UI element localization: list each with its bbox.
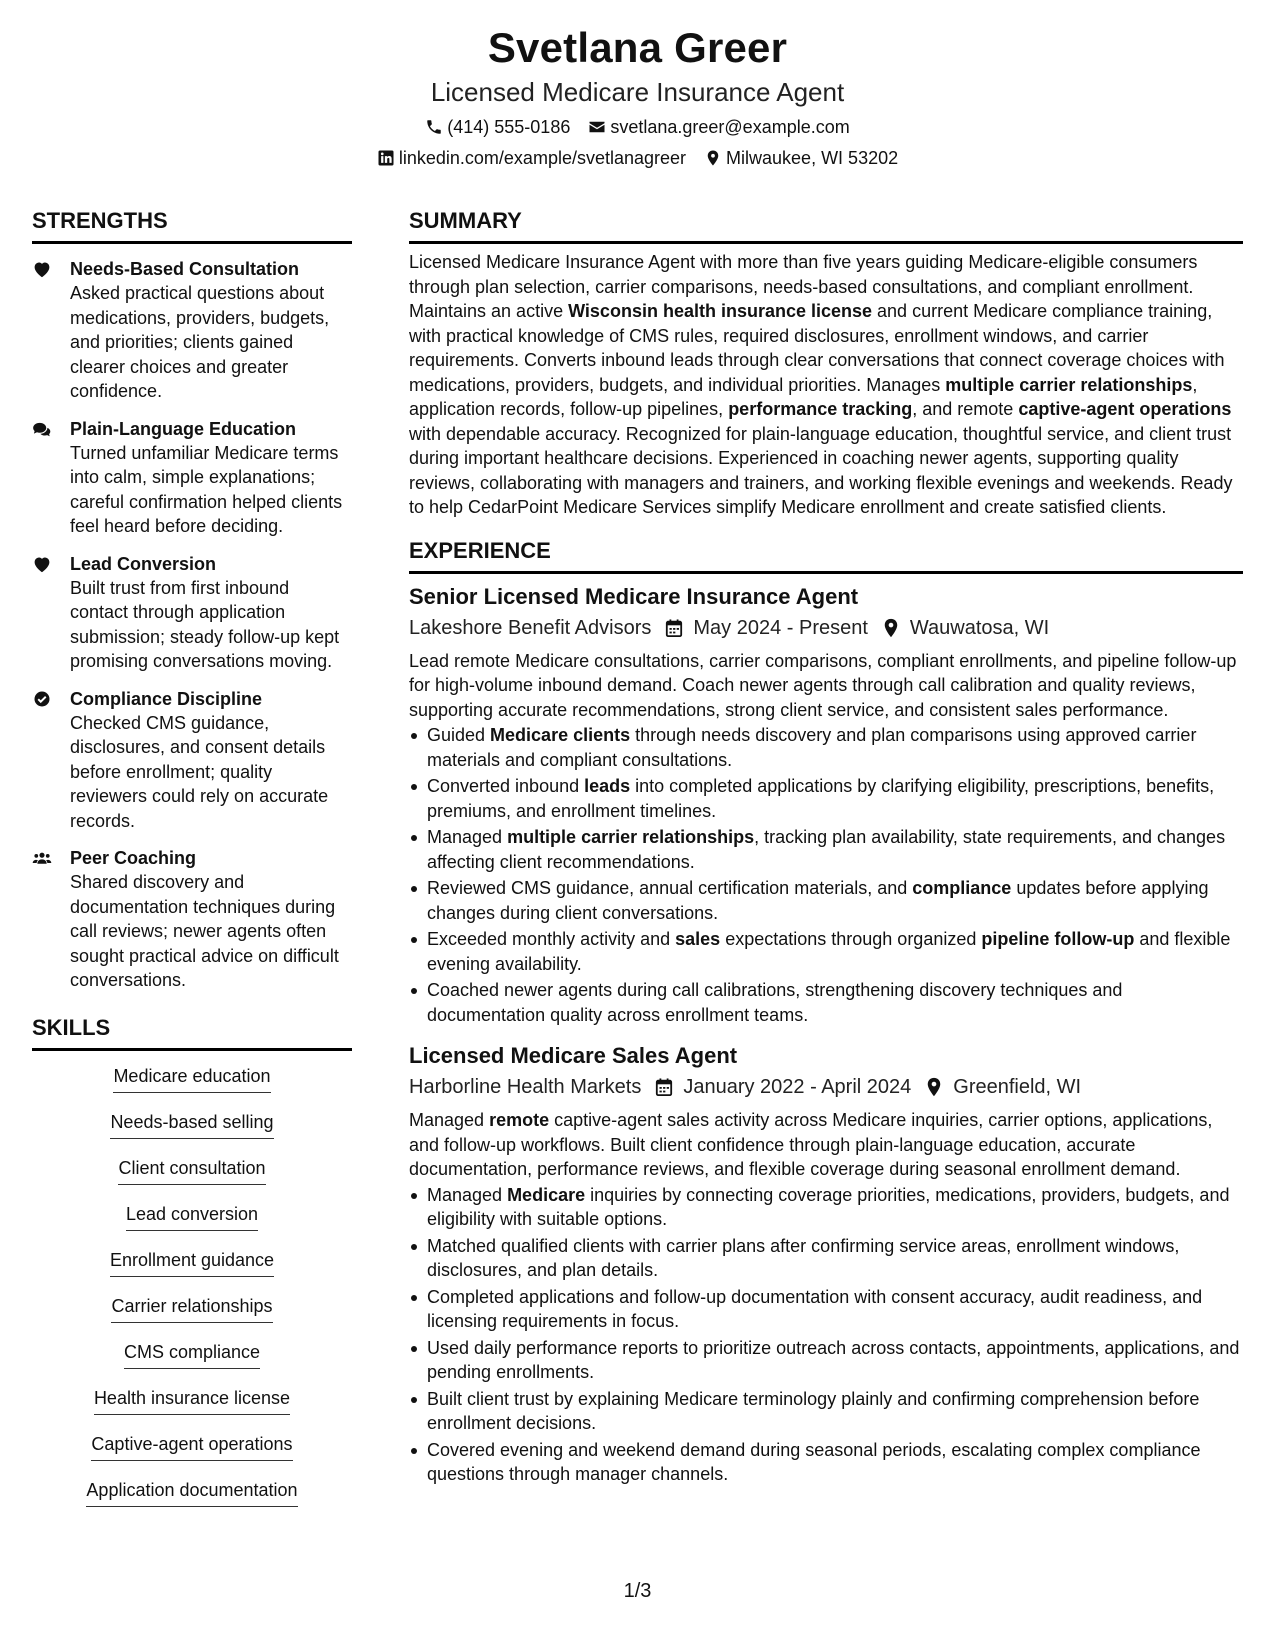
bullet-item [409,1387,1243,1436]
bullet-item [409,1183,1243,1232]
text-run: , application records, follow-up pipelines, [409,374,1198,419]
strength-body [70,417,352,539]
skill-tag: Application documentation [86,1478,297,1507]
text-run: Exceeded monthly activity and [427,929,676,949]
bullet-item [409,825,1243,874]
skill-tag: Captive-agent operations [91,1432,292,1461]
text-run: Lead remote Medicare consultations, carrier comparisons, compliant enrollments, and pipeline follow-up for high-volume inbound demand. Coach newer agents through call calibration and quality reviews, supporting accurate recommendations, strong client service, and consistent sales performance. [409,650,1237,720]
job-meta [409,613,1243,643]
strength-title: Compliance Discipline [70,688,263,709]
strength-desc: Checked CMS guidance, disclosures, and consent details before enrollment; quality reviewers could rely on accurate records. [70,712,329,831]
bold-text: performance tracking [728,399,913,419]
job-company: Harborline Health Markets [409,1076,642,1098]
bullet-item [409,927,1243,976]
text-run: Coached newer agents during call calibrations, strengthening discovery techniques and documentation quality across enrollment teams. [427,980,1123,1025]
strength-desc: Asked practical questions about medications, providers, budgets, and priorities; clients gained clearer choices and greater confidence. [70,283,330,401]
text-run: , and remote [912,399,1019,419]
strength-desc: Shared discovery and documentation techniques during call reviews; newer agents often sought practical advice on difficult conversations. [70,872,339,990]
text-run: captive-agent sales activity across Medicare inquiries, carrier options, applications, and follow-up workflows. Built client confidence through plain-language education, accurate documentation, performance reviews, and flexible coverage during seasonal enrollment demand. [409,1110,1213,1179]
text-run: Managed [409,1110,490,1130]
text-run: through needs discovery and plan comparisons using approved carrier materials and compliant consultations. [427,725,1197,770]
bullet-item [409,774,1243,823]
bold-text: Medicare [507,1184,586,1205]
calendar-icon [655,1077,673,1097]
text-run: with dependable accuracy. Recognized for plain-language education, thoughtful service, and client trust during important healthcare decisions. Experienced in coaching newer agents, supporting quality reviews, collaborating with managers and trainers, and working flexible evenings and weekends. Ready to help CedarPoint Medicare Services simplify Medicare enrollment and create satisfied clients. [409,423,1233,517]
map-pin-icon [882,618,900,638]
strength-title: Lead Conversion [70,553,217,574]
strength-body [70,687,352,834]
bold-text: compliance [912,878,1012,898]
email-text[interactable]: svetlana.greer@example.com [610,117,850,137]
skill-tag: Lead conversion [126,1202,258,1231]
job-entry [409,1041,1243,1487]
email-contact[interactable] [588,115,849,139]
skills-heading: SKILLS [32,1014,352,1051]
strength-title: Needs-Based Consultation [70,259,300,279]
bold-text: leads [584,776,631,796]
text-run: Managed [427,1184,508,1205]
job-company: Lakeshore Benefit Advisors [409,616,652,639]
skills-list [32,1064,352,1524]
heart-icon [32,552,70,674]
phone-contact [425,115,570,139]
experience-list [409,582,1243,1487]
text-run: updates before applying changes during client conversations. [427,878,1209,923]
strength-desc: Turned unfamiliar Medicare terms into calm, simple explanations; careful confirmation helped clients feel heard before deciding. [70,442,343,536]
job-bullets [409,1183,1243,1487]
strength-item [32,552,352,674]
strength-item [32,687,352,834]
skill-tag: Client consultation [118,1156,265,1185]
map-pin-icon [925,1077,943,1097]
heart-icon [32,257,70,404]
strength-item [32,417,352,539]
bold-text: Medicare clients [490,725,631,745]
phone-icon [425,118,443,136]
bullet-item [409,723,1243,772]
strength-item [32,846,352,993]
job-description [409,1108,1243,1182]
skill-tag: Enrollment guidance [110,1248,274,1277]
left-column [32,207,352,1524]
bullet-item [409,1234,1243,1283]
strengths-list [32,257,352,993]
bullet-item [409,1285,1243,1334]
text-run: Built client trust by explaining Medicare terminology plainly and confirming comprehension before enrollment decisions. [427,1388,1200,1433]
text-run: , tracking plan availability, state requirements, and changes affecting client recommendations. [427,827,1226,872]
text-run: expectations through organized [720,929,982,949]
text-run: Licensed Medicare Insurance Agent with more than five years guiding Medicare-eligible consumers through plan selection, carrier comparisons, needs-based consultations, and compliant enrollment. Maintains an active [409,252,1198,321]
linkedin-contact[interactable] [377,146,686,170]
linkedin-icon [377,149,395,167]
text-run: Matched qualified clients with carrier plans after confirming service areas, enrollment windows, disclosures, and plan details. [427,1235,1180,1280]
bold-text: pipeline follow-up [981,929,1135,949]
bullet-item [409,1336,1243,1385]
bold-text: Wisconsin health insurance license [568,301,873,321]
strength-title: Plain-Language Education [70,418,297,439]
skill-tag: Medicare education [113,1064,270,1093]
bullet-item [409,876,1243,925]
text-run: and current Medicare compliance training, with practical knowledge of CMS rules, required disclosures, enrollment windows, and carrier requirements. Converts inbound leads through clear conversations that connect coverage choices with medications, providers, budgets, and individual priorities. Manages [409,301,1225,395]
bullet-item [409,1438,1243,1487]
job-meta [409,1072,1243,1102]
strength-body [70,257,352,404]
bold-text: captive-agent operations [1018,399,1232,419]
job-dates: January 2022 - April 2024 [683,1076,912,1098]
job-dates: May 2024 - Present [693,616,868,639]
text-run: inquiries by connecting coverage priorities, medications, providers, budgets, and eligibility with suitable options. [427,1184,1230,1229]
job-location: Greenfield, WI [953,1076,1082,1098]
contact-row-2 [0,146,1275,170]
summary-heading: SUMMARY [409,207,1243,244]
text-run: Completed applications and follow-up documentation with consent accuracy, audit readiness, and licensing requirements in focus. [427,1286,1203,1331]
phone-text: (414) 555-0186 [447,117,571,137]
text-run: Used daily performance reports to prioritize outreach across contacts, appointments, applications, and pending enrollments. [427,1337,1240,1382]
strength-item [32,257,352,404]
job-title: Licensed Medicare Sales Agent [409,1043,738,1068]
users-icon [32,846,70,993]
skill-tag: CMS compliance [124,1340,260,1369]
experience-heading: EXPERIENCE [409,537,1243,574]
strength-body [70,552,352,674]
strength-body [70,846,352,993]
text-run: Guided [427,725,491,745]
bold-text: remote [489,1110,550,1130]
text-run: Covered evening and weekend demand during seasonal periods, escalating complex compliance questions through manager channels. [427,1439,1201,1484]
contact-row-1 [0,115,1275,139]
strength-desc: Built trust from first inbound contact through application submission; steady follow-up kept promising conversations moving. [70,577,340,671]
text-run: into completed applications by clarifying eligibility, prescriptions, benefits, premiums, and enrollment timelines. [427,776,1215,821]
text-run: and flexible evening availability. [427,929,1231,974]
skill-tag: Carrier relationships [111,1294,272,1323]
bold-text: sales [675,929,721,949]
job-title: Senior Licensed Medicare Insurance Agent [409,583,859,609]
envelope-icon [588,118,606,136]
page-number: 1/3 [623,1580,652,1602]
bullet-item [409,978,1243,1027]
resume-header [0,0,1275,170]
map-pin-icon [704,149,722,167]
summary-text [409,250,1243,520]
strengths-heading: STRENGTHS [32,207,352,244]
job-description [409,649,1243,723]
candidate-role: Licensed Medicare Insurance Agent [430,77,845,107]
bold-text: multiple carrier relationships [945,374,1193,395]
text-run: Managed [427,827,508,847]
text-run: Reviewed CMS guidance, annual certification materials, and [427,878,913,898]
skill-tag: Health insurance license [94,1386,290,1415]
location-text: Milwaukee, WI 53202 [726,148,899,168]
bold-text: multiple carrier relationships [507,827,755,847]
comments-icon [32,417,70,539]
candidate-name: Svetlana Greer [487,24,788,71]
location-contact [704,146,898,170]
job-bullets [409,723,1243,1027]
right-column [409,207,1243,1489]
linkedin-text[interactable]: linkedin.com/example/svetlanagreer [398,148,687,168]
text-run: Converted inbound [427,776,585,796]
job-location: Wauwatosa, WI [909,616,1050,639]
check-circle-icon [32,687,70,834]
job-entry [409,582,1243,1028]
strength-title: Peer Coaching [70,848,197,868]
calendar-icon [665,618,683,638]
skill-tag: Needs-based selling [110,1110,273,1139]
